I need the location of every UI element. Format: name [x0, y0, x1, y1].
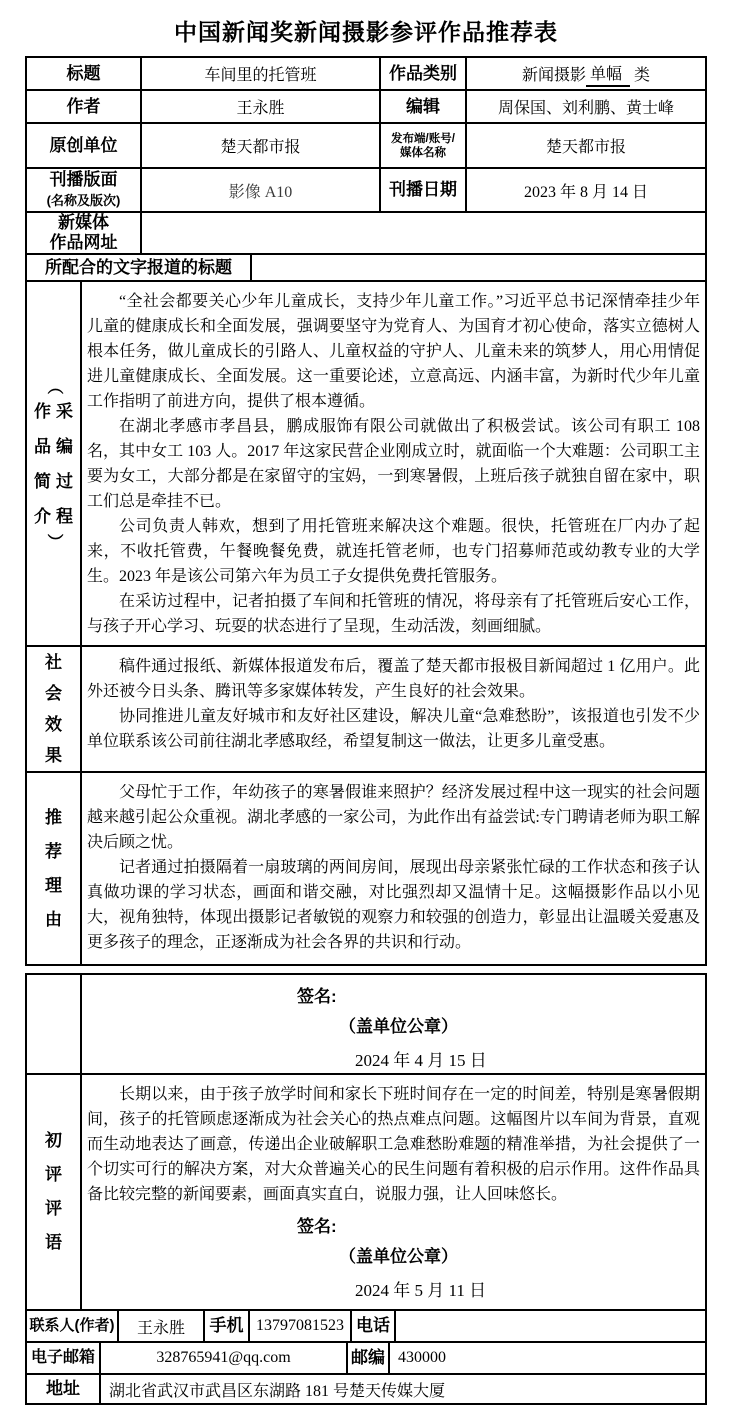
- phone-value: [394, 1311, 705, 1341]
- title-label: 标题: [66, 63, 101, 83]
- review-sign-date: 2024 年 5 月 11 日: [355, 1281, 487, 1300]
- platform-label-line1: 发布端/账号/: [391, 132, 455, 145]
- section-reason-content: [80, 773, 705, 964]
- email-label: 电子邮箱: [30, 1349, 95, 1366]
- section-intro-content: [80, 282, 705, 645]
- edition-label-line2: (名称及版次): [46, 192, 121, 208]
- author-value: 王永胜: [140, 91, 379, 122]
- category-underlined: 单幅: [586, 61, 630, 87]
- postcode-value: 430000: [388, 1343, 705, 1373]
- new-media-url-value: [140, 213, 705, 253]
- intro-bracket-open: （: [45, 377, 63, 395]
- mobile-value: 13797081523: [248, 1311, 350, 1341]
- unit-sign-label: 签名:: [297, 987, 337, 1006]
- intro-paragraph-2: 在湖北孝感市孝昌县，鹏成服饰有限公司就做出了积极尝试。该公司有职工 108 名，其中女工 103 人。2017 年这家民营企业刚成立时，就面临一个大难题：公司职工主要为女工，大部分都是在家留守的宝妈，一到寒暑假，上班后孩子就独自留在家中，职工们总是牵挂不已。: [87, 418, 700, 510]
- editor-value: 周保国、刘利鹏、黄士峰: [465, 91, 705, 122]
- section-effect: [27, 645, 705, 771]
- intro-label-col2: 采编过程: [56, 401, 73, 526]
- section-effect-label: [27, 647, 80, 771]
- text-report-title-value: [250, 255, 705, 280]
- email-row: [27, 1341, 705, 1373]
- edition-label-line1: 刊播版面: [49, 169, 118, 189]
- address-label: 地址: [46, 1379, 80, 1398]
- effect-label-text: 社会效果: [45, 653, 62, 765]
- publish-date-value: 2023 年 8 月 14 日: [465, 169, 705, 211]
- section-reason: [27, 771, 705, 964]
- section-review-label: [27, 1075, 80, 1309]
- unit-signature-spacer: [27, 975, 80, 1073]
- section-review-content: [80, 1075, 705, 1309]
- field-row-edition: [27, 167, 705, 211]
- editor-label: 编辑: [379, 91, 465, 122]
- platform-label: [379, 124, 465, 167]
- field-row-origin: [27, 122, 705, 167]
- intro-bracket-close: ）: [45, 532, 63, 550]
- section-intro-label: [27, 282, 80, 645]
- secondary-table: [25, 973, 707, 1405]
- new-media-url-label: [27, 213, 140, 253]
- section-reason-label: [27, 773, 80, 964]
- address-value: 湖北省武汉市武昌区东湖路 181 号楚天传媒大厦: [99, 1375, 705, 1403]
- text-report-title-label: 所配合的文字报道的标题: [45, 257, 232, 277]
- reason-paragraph-2: 记者通过拍摄隔着一扇玻璃的两间房间，展现出母亲紧张忙碌的工作状态和孩子认真做功课的学习状态，画面和谐交融，对比强烈却又温情十足。这幅摄影作品以小见大，视角独特，体现出摄影记者敏锐的观察力和较强的创造力，彰显出让温暖关爱惠及更多孩子的理念，正逐渐成为社会各界的共识和行动。: [87, 859, 700, 951]
- reason-label-text: 推荐理由: [45, 807, 62, 929]
- intro-label-col1: 作品简介: [34, 401, 51, 526]
- review-seal-note: （盖单位公章）: [339, 1247, 458, 1266]
- origin-unit-label: 原创单位: [49, 135, 118, 155]
- mobile-label: 手机: [203, 1311, 248, 1341]
- field-row-author: [27, 89, 705, 122]
- field-row-new-media-url: [27, 211, 705, 253]
- section-effect-content: [80, 647, 705, 771]
- review-label-text: 初评评语: [45, 1131, 62, 1252]
- reason-paragraph-1: 父母忙于工作，年幼孩子的寒暑假谁来照护？经济发展过程中这一现实的社会问题越来越引起公众重视。湖北孝感的一家公司，为此作出有益尝试:专门聘请老师为职工解决后顾之忧。: [87, 784, 700, 851]
- category-prefix: 新闻摄影: [521, 67, 586, 84]
- effect-paragraph-1: 稿件通过报纸、新媒体报道发布后，覆盖了楚天都市报极目新闻超过 1 亿用户。此外还被今日头条、腾讯等多家媒体转发，产生良好的社会效果。: [87, 658, 700, 700]
- review-sign-label: 签名:: [297, 1217, 337, 1236]
- main-table: [25, 56, 707, 966]
- contact-label: 联系人(作者): [29, 1317, 115, 1334]
- postcode-label: 邮编: [346, 1343, 388, 1373]
- unit-sign-date: 2024 年 4 月 15 日: [355, 1051, 487, 1070]
- unit-signature-row: [27, 975, 705, 1073]
- intro-paragraph-4: 在采访过程中，记者拍摄了车间和托管班的情况，将母亲有了托管班后安心工作，与孩子开心学习、玩耍的状态进行了呈现，生动活泼，刻画细腻。: [87, 593, 700, 635]
- unit-seal-note: （盖单位公章）: [339, 1017, 458, 1036]
- section-review: [27, 1073, 705, 1309]
- section-intro: [27, 280, 705, 645]
- category-label: 作品类别: [379, 58, 465, 89]
- platform-value: 楚天都市报: [465, 124, 705, 167]
- unit-signature-cell: [80, 975, 705, 1073]
- page-title: 中国新闻奖新闻摄影参评作品推荐表: [174, 19, 558, 45]
- contact-row: [27, 1309, 705, 1341]
- category-suffix: 类: [630, 67, 651, 84]
- platform-label-line2: 媒体名称: [399, 146, 446, 159]
- contact-value: 王永胜: [117, 1311, 203, 1341]
- author-label: 作者: [66, 96, 101, 116]
- new-media-url-label-line1: 新媒体: [58, 213, 109, 232]
- edition-value: 影像 A10: [140, 169, 379, 211]
- phone-label: 电话: [350, 1311, 394, 1341]
- field-row-title: [27, 58, 705, 89]
- email-value: 328765941@qq.com: [99, 1343, 346, 1373]
- category-value: [465, 58, 705, 89]
- effect-paragraph-2: 协同推进儿童友好城市和友好社区建设，解决儿童“急难愁盼”，该报道也引发不少单位联系该公司前往湖北孝感取经，希望复制这一做法，让更多儿童受惠。: [87, 708, 700, 750]
- field-row-text-report-title: [27, 253, 705, 280]
- new-media-url-label-line2: 作品网址: [49, 233, 118, 252]
- intro-paragraph-1: “全社会都要关心少年儿童成长，支持少年儿童工作。”习近平总书记深情牵挂少年儿童的健康成长和全面发展，强调要坚守为党育人、为国育才初心使命，落实立德树人根本任务，做儿童成长的引路人、儿童权益的守护人、儿童未来的筑梦人，用心用情促进儿童健康成长、全面发展。这一重要论述，立意高远、内涵丰富，为新时代少年儿童工作指明了前进方向，提供了根本遵循。: [87, 293, 700, 410]
- title-value: 车间里的托管班: [140, 58, 379, 89]
- intro-paragraph-3: 公司负责人韩欢，想到了用托管班来解决这个难题。很快，托管班在厂内办了起来，不收托管费，午餐晚餐免费，就连托管老师，也专门招募师范或幼教专业的大学生。2023 年是该公司第六年为员工子女提供免费托管服务。: [87, 518, 700, 585]
- address-row: [27, 1373, 705, 1403]
- origin-unit-value: 楚天都市报: [140, 124, 379, 167]
- edition-label: [27, 169, 140, 211]
- publish-date-label: 刊播日期: [379, 169, 465, 211]
- review-paragraph: 长期以来，由于孩子放学时间和家长下班时间存在一定的时间差，特别是寒暑假期间，孩子的托管顾虑逐渐成为社会关心的热点难点问题。这幅图片以车间为背景，直观而生动地表达了画意，传递出企业破解职工急难愁盼难题的精准举措，为社会提供了一个切实可行的解决方案，对大众普遍关心的民生问题有着积极的启示作用。这件作品具备比较完整的新闻要素，画面真实直白，说服力强，让人回味悠长。: [87, 1086, 700, 1203]
